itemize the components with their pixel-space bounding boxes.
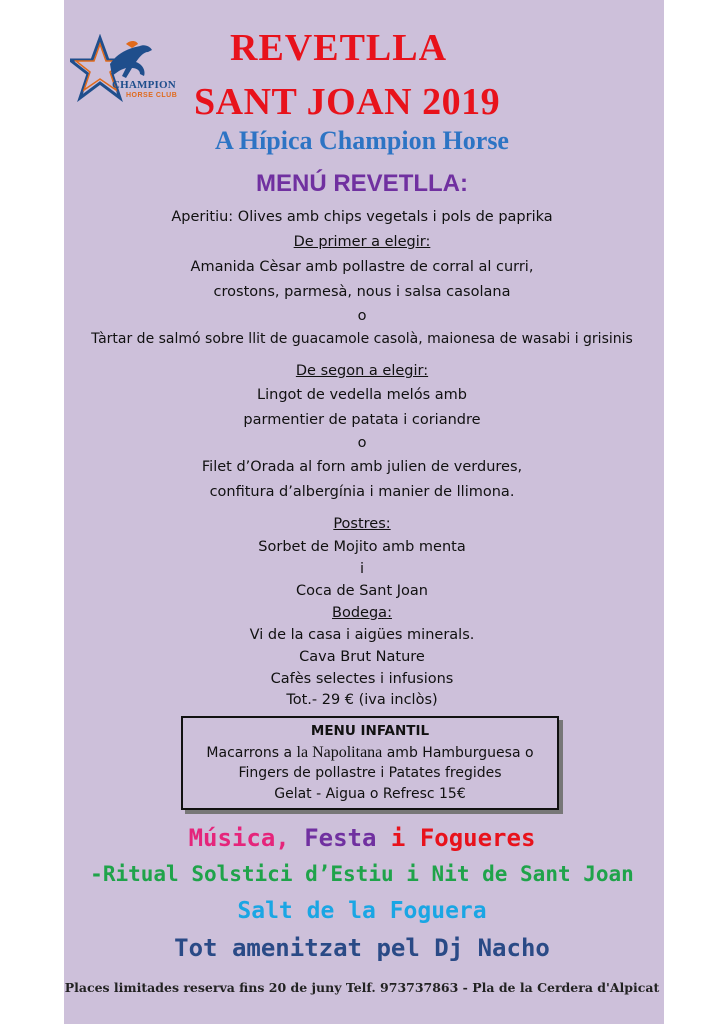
primer-option-1-line-2: crostons, parmesà, nous i salsa casolana bbox=[213, 284, 511, 300]
horse-icon bbox=[110, 45, 152, 78]
menu-infantil-line-1: Macarrons a la Napolitana amb Hamburguesa o bbox=[206, 744, 534, 761]
postres-heading: Postres: bbox=[333, 516, 391, 532]
postres-item-1: Sorbet de Mojito amb menta bbox=[258, 539, 466, 555]
bodega-item-1: Vi de la casa i aigües minerals. bbox=[249, 627, 475, 643]
segon-option-2-line-2: confitura d’albergínia i manier de llimona. bbox=[209, 484, 515, 500]
fogueres-word: Fogueres bbox=[419, 824, 536, 852]
i-word: i bbox=[390, 824, 406, 852]
title-revetlla: REVETLLA bbox=[230, 27, 448, 69]
bodega-item-2: Cava Brut Nature bbox=[299, 649, 425, 665]
bodega-heading: Bodega: bbox=[332, 605, 392, 621]
segon-option-2-line-1: Filet d’Orada al forn amb julien de verdures, bbox=[201, 459, 523, 475]
or-separator: o bbox=[357, 308, 367, 324]
primer-option-1-line-1: Amanida Cèsar amb pollastre de corral al curri, bbox=[190, 259, 534, 275]
salt-line: Salt de la Foguera bbox=[237, 898, 487, 924]
and-separator: i bbox=[359, 561, 365, 577]
ritual-line: -Ritual Solstici d’Estiu i Nit de Sant Joan bbox=[90, 862, 634, 886]
dj-line: Tot amenitzat pel Dj Nacho bbox=[174, 934, 550, 962]
menu-infantil-line-3: Gelat - Aigua o Refresc 15€ bbox=[274, 786, 466, 802]
title-sant-joan: SANT JOAN 2019 bbox=[194, 81, 501, 123]
postres-item-2: Coca de Sant Joan bbox=[296, 583, 428, 599]
logo-text-champion: CHAMPION bbox=[112, 79, 176, 91]
segon-option-1-line-1: Lingot de vedella melós amb bbox=[257, 387, 467, 403]
menu-title: MENÚ REVETLLA: bbox=[256, 170, 468, 197]
footer-booking-info: Places limitades reserva fins 20 de juny Telf. 973737863 - Pla de la Cerdera d'Alpicat bbox=[64, 980, 660, 995]
musica-word: Música, bbox=[188, 824, 290, 852]
price: Tot.- 29 € (iva inclòs) bbox=[286, 692, 438, 708]
activities-headline bbox=[0, 824, 724, 852]
menu-infantil-heading: MENU INFANTIL bbox=[310, 723, 430, 739]
or-separator: o bbox=[357, 435, 367, 451]
segon-option-1-line-2: parmentier de patata i coriandre bbox=[243, 412, 481, 428]
menu-infantil-box bbox=[181, 716, 559, 810]
festa-word: Festa bbox=[304, 824, 377, 852]
bodega-item-3: Cafès selectes i infusions bbox=[270, 671, 454, 687]
logo-text-horse-club: HORSE CLUB bbox=[126, 92, 178, 99]
aperitiu-line: Aperitiu: Olives amb chips vegetals i pols de paprika bbox=[171, 209, 553, 225]
venue-heading: A Hípica Champion Horse bbox=[215, 126, 509, 155]
menu-infantil-line-2: Fingers de pollastre i Patates fregides bbox=[238, 765, 502, 781]
primer-option-2: Tàrtar de salmó sobre llit de guacamole casolà, maionesa de wasabi i grisinis bbox=[91, 331, 633, 347]
primer-heading: De primer a elegir: bbox=[293, 234, 431, 250]
segon-heading: De segon a elegir: bbox=[295, 363, 429, 379]
